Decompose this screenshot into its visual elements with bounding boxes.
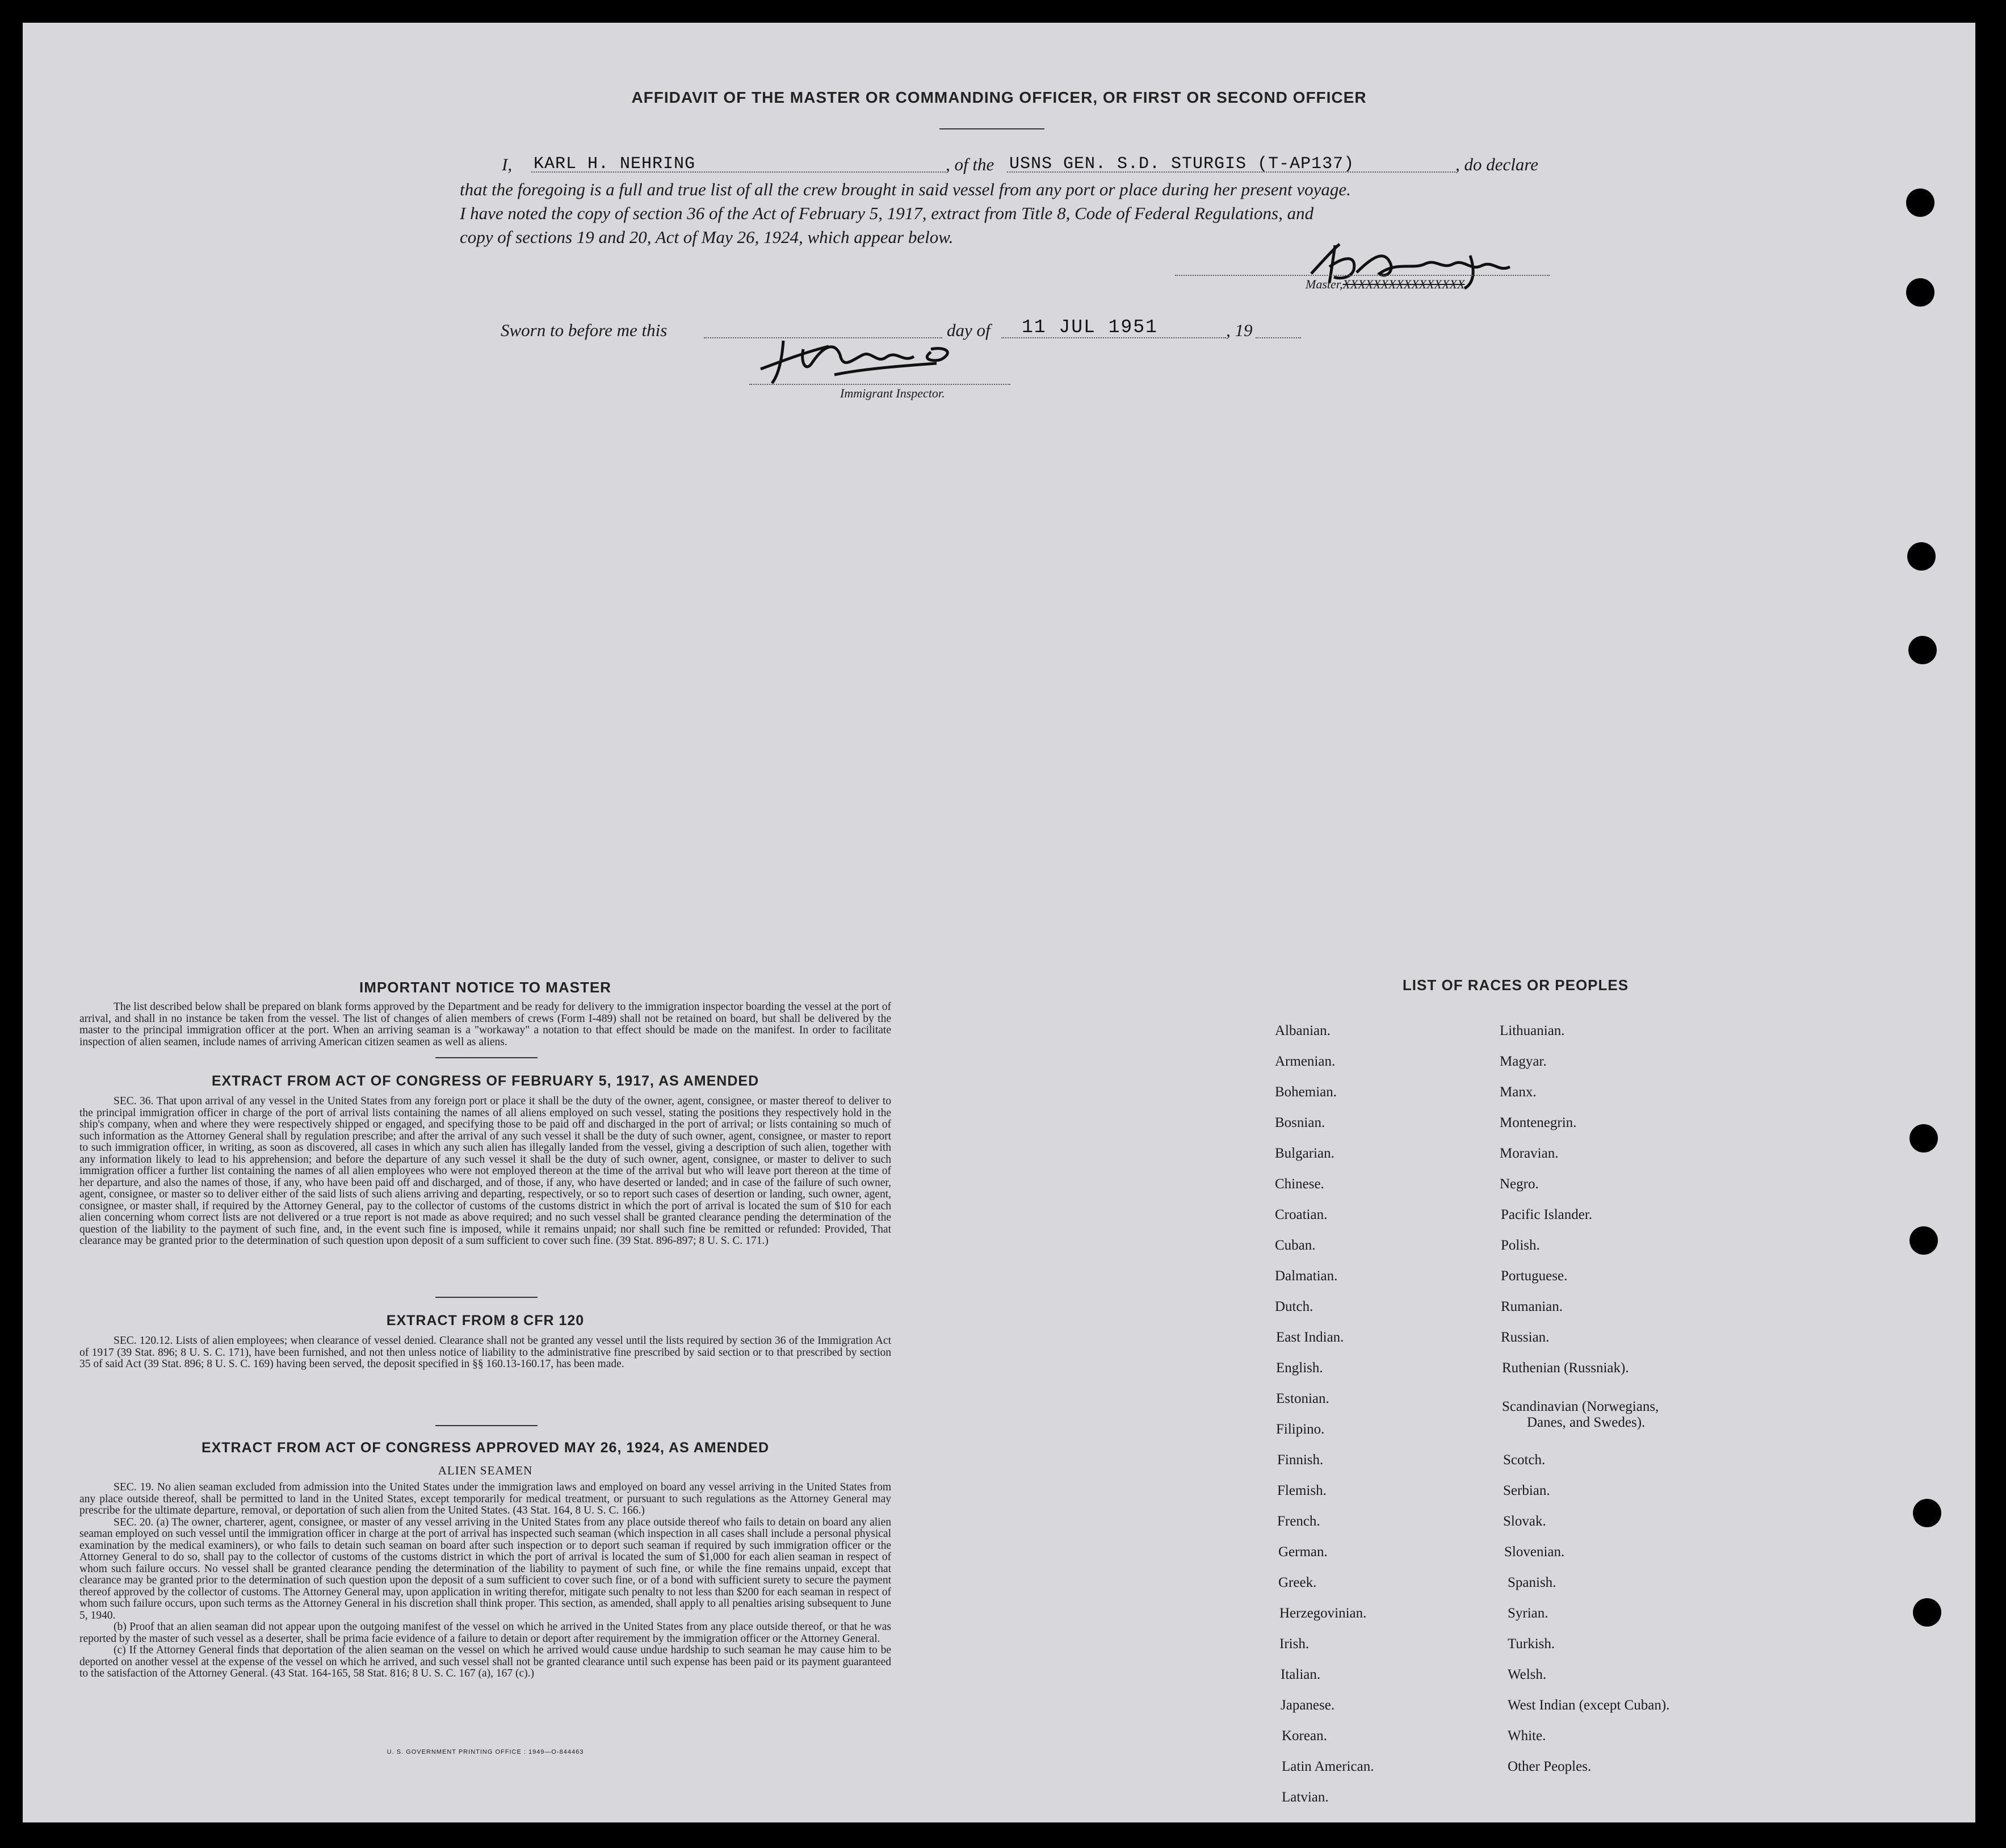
punch-hole: [1908, 636, 1937, 664]
race-item: Korean.: [1282, 1728, 1327, 1744]
race-item: Welsh.: [1508, 1667, 1547, 1682]
punch-hole: [1907, 542, 1936, 571]
race-item: Scandinavian (Norwegians,: [1502, 1399, 1659, 1414]
date-stamp: 11 JUL 1951: [1022, 317, 1158, 338]
race-item: Bosnian.: [1275, 1115, 1325, 1130]
races-title: LIST OF RACES OR PEOPLES: [1402, 977, 1629, 994]
inspector-label: Immigrant Inspector.: [840, 386, 945, 400]
race-item: Rumanian.: [1501, 1299, 1563, 1314]
section-20c: (c) If the Attorney General finds that deportation of the alien seaman on the vessel on which he arrived would cause undue hardship to such seaman he may cause him to be deported on another vessel at the expense of the vessel on which he arrived, and such vessel shall not be granted clearance until such expense has been paid or its payment guaranteed to the satisfaction of the Attorney General. (43 Stat. 164-165, 58 Stat. 816; 8 U. S. C. 167 (a), 167 (c).): [79, 1644, 891, 1679]
declaration-line-1: I,: [502, 154, 513, 174]
punch-hole: [1910, 1226, 1938, 1255]
race-item: Armenian.: [1275, 1054, 1336, 1069]
affidavit-title: AFFIDAVIT OF THE MASTER OR COMMANDING OFFICER, OR FIRST OR SECOND OFFICER: [631, 89, 1367, 106]
section-19: SEC. 19. No alien seaman excluded from admission into the United States under the immigration laws and employed on board any vessel arriving in the United States from any place outside thereof, shall be permitted to land in the United States, except temporarily for medical treatment, or pursuant to such regulations as the Attorney General may prescribe for the ultimate departure, removal, or deportation of such alien from the United States. (43 Stat. 164, 8 U. S. C. 166.): [79, 1481, 891, 1516]
declaration-line-4: copy of sections 19 and 20, Act of May 26, 1924, which appear below.: [460, 227, 954, 247]
race-item: Irish.: [1279, 1636, 1310, 1652]
vessel-name-field: USNS GEN. S.D. STURGIS (T-AP137): [1009, 154, 1355, 174]
extract-8cfr-divider: [435, 1425, 538, 1426]
day-of-label: day of: [947, 320, 991, 340]
race-item: Cuban.: [1275, 1238, 1316, 1253]
race-item: Lithuanian.: [1500, 1023, 1565, 1038]
race-item: East Indian.: [1276, 1330, 1344, 1345]
race-item: Portuguese.: [1501, 1268, 1568, 1284]
race-item: Slovenian.: [1504, 1544, 1565, 1560]
notice-divider: [435, 1057, 538, 1058]
race-item: Filipino.: [1276, 1422, 1325, 1437]
race-item: Herzegovinian.: [1279, 1606, 1367, 1621]
year-line: [1256, 337, 1301, 338]
race-item: Japanese.: [1281, 1698, 1335, 1713]
notice-body: The list described below shall be prepared on blank forms approved by the Department and be ready for delivery to the immigration inspector boarding the vessel at the port of arrival, and shall in no instance be taken from the vessel. The list of changes of alien members of crews (Form I-489) shall not be retained on board, but shall be delivered by the master to the principal immigration officer at the port. When an arriving seaman is a "workaway" a notation to that effect should be made on the manifest. In order to facilitate inspection of alien seamen, include names of arriving American citizen seamen as well as aliens.: [79, 1001, 891, 1048]
race-item: Latin American.: [1282, 1759, 1374, 1774]
extract-1924-title: EXTRACT FROM ACT OF CONGRESS APPROVED MAY 26, 1924, AS AMENDED: [201, 1440, 770, 1456]
race-item: Latvian.: [1282, 1790, 1329, 1805]
inspector-signature-line: [749, 384, 1010, 385]
race-item: Scotch.: [1503, 1452, 1546, 1468]
race-item: Chinese.: [1275, 1176, 1324, 1192]
race-item: Moravian.: [1500, 1146, 1559, 1161]
race-item: Dalmatian.: [1275, 1268, 1338, 1284]
extract-8cfr-title: EXTRACT FROM 8 CFR 120: [386, 1313, 585, 1329]
punch-hole: [1910, 1124, 1938, 1153]
race-item: Negro.: [1500, 1176, 1539, 1192]
vessel-dotted-line: [1007, 171, 1455, 173]
race-item: White.: [1508, 1728, 1546, 1744]
extract-1917-title: EXTRACT FROM ACT OF CONGRESS OF FEBRUARY 5, 1917, AS AMENDED: [211, 1073, 759, 1089]
section-20b: (b) Proof that an alien seaman did not appear upon the outgoing manifest of the vessel on which he arrived in the United States from any place outside thereof, or that he was reported by the master of such vessel as a deserter, shall be prima facie evidence of a failure to detain or deport after requirement by the immigration officer or the Attorney General.: [79, 1621, 891, 1645]
punch-hole: [1913, 1499, 1941, 1527]
extract-8cfr-body: SEC. 120.12. Lists of alien employees; when clearance of vessel denied. Clearance shall not be granted any vessel until the lists required by section 36 of the Immigration Act of 1917 (39 Stat. 896; 8 U. S. C. 171), have been furnished, and not then unless notice of liability to the administrative fine prescribed by said section or to that prescribed by section 35 of said Act (39 Stat. 896; 8 U. S. C. 169) having been served, the deposit specified in §§ 160.13-160.17, has been made.: [79, 1335, 891, 1370]
race-item: Dutch.: [1275, 1299, 1313, 1314]
punch-hole: [1906, 278, 1934, 307]
declaration-line-2: that the foregoing is a full and true list of all the crew brought in said vessel from any port or place during her present voyage.: [460, 179, 1351, 199]
race-item: Slovak.: [1503, 1514, 1546, 1529]
race-item: Bulgarian.: [1275, 1146, 1334, 1161]
extract-1924-subtitle: ALIEN SEAMEN: [438, 1464, 533, 1477]
race-item: Italian.: [1281, 1667, 1321, 1682]
race-item: Greek.: [1278, 1575, 1317, 1590]
name-dotted-line: [531, 171, 946, 173]
do-declare-label: , do declare: [1455, 154, 1539, 174]
title-divider: [939, 128, 1044, 129]
notice-title: IMPORTANT NOTICE TO MASTER: [359, 979, 611, 996]
race-item: Bohemian.: [1275, 1084, 1337, 1100]
race-item: Montenegrin.: [1500, 1115, 1577, 1130]
sworn-month-line: [1001, 337, 1226, 338]
race-item: Magyar.: [1500, 1054, 1547, 1069]
punch-hole: [1906, 188, 1934, 217]
document-page: [23, 23, 1975, 1822]
section-20a: SEC. 20. (a) The owner, charterer, agent, consignee, or master of any vessel arriving in the United States from any place outside thereof who fails to detain on board any alien seaman employed on such vessel until the immigration officer in charge at the port of arrival has inspected such seaman (which inspection in all cases shall include a personal physical examination by the medical examiners), or who fails to detain such seaman on board after such inspection or to deport such seaman if required by such immigration officer or the Attorney General to do so, shall pay to the collector of customs of the customs district in which the port of arrival is located the sum of $1,000 for each alien seaman in respect of whom such failure occurs. No vessel shall be granted clearance pending the determination of the liability to payment of such fine, or while the fine remains unpaid, except that clearance may be granted prior to the determination of such question upon the deposit of a sum sufficient to cover such fine, or of a bond with sufficient surety to secure the payment thereof approved by the collector of customs. The Attorney General may, upon application in writing therefor, mitigate such penalty to not less than $200 for each seaman in respect of whom such failure occurs, upon such terms as the Attorney General in his discretion shall think proper. This section, as amended, shall apply to all penalties arising subsequent to June 5, 1940.: [79, 1516, 891, 1621]
race-item: Serbian.: [1503, 1483, 1550, 1498]
printer-imprint: U. S. GOVERNMENT PRINTING OFFICE : 1949—O-844463: [387, 1749, 584, 1755]
race-item: Pacific Islander.: [1501, 1207, 1593, 1222]
race-item: Turkish.: [1508, 1636, 1555, 1652]
race-item: Finnish.: [1277, 1452, 1324, 1468]
of-the-label: , of the: [946, 154, 994, 174]
race-item: Manx.: [1500, 1084, 1537, 1100]
race-item: Danes, and Swedes).: [1527, 1415, 1646, 1430]
race-item: Syrian.: [1508, 1606, 1548, 1621]
race-item: Spanish.: [1508, 1575, 1556, 1590]
race-item: Russian.: [1501, 1330, 1550, 1345]
declaration-line-3: I have noted the copy of section 36 of the Act of February 5, 1917, extract from Title 8, Code of Federal Regulations, and: [460, 203, 1314, 223]
master-name-field: KARL H. NEHRING: [534, 154, 696, 174]
race-item: Other Peoples.: [1508, 1759, 1592, 1774]
master-signature-line: [1175, 275, 1550, 276]
master-label: Master,XXXXXXXXXXXXXXXX: [1306, 277, 1465, 291]
year-label: , 19: [1226, 320, 1253, 340]
race-item: Polish.: [1501, 1238, 1540, 1253]
extract-1924-body: [79, 1482, 891, 1680]
race-item: English.: [1276, 1360, 1323, 1376]
inspector-signature: [749, 329, 988, 386]
extract-1917-divider: [435, 1297, 538, 1298]
race-item: German.: [1278, 1544, 1328, 1560]
race-item: Croatian.: [1275, 1207, 1328, 1222]
punch-hole: [1913, 1598, 1941, 1627]
extract-1917-body: SEC. 36. That upon arrival of any vessel in the United States from any foreign port or place it shall be the duty of the owner, agent, consignee, or master thereof to deliver to the principal immigration officer in charge of the port of arrival lists containing the names of all aliens employed on such vessel, stating the positions they respectively hold in the ship's company, when and where they were respectively shipped or engaged, and specifying those to be paid off and discharged in the port of arrival; or lists containing so much of such information as the Attorney General shall by regulation prescribe; and after the arrival of any such vessel it shall be the duty of such owner, agent, consignee, or master to report to such immigration officer, in writing, as soon as discovered, all cases in which any such alien has illegally landed from the vessel, giving a description of such alien, together with any information likely to lead to his apprehension; and before the departure of any such vessel it shall be the duty of such owner, agent, consignee, or master to deliver to such immigration officer a further list containing the names of all alien employees who were not employed thereon at the time of the arrival but who will leave port thereon at the time of her departure, and also the names of those, if any, who have been paid off and discharged, and of those, if any, who have deserted or landed; and in case of the failure of such owner, agent, consignee, or master so to deliver either of the said lists of such aliens arriving and departing, respectively, or so to report such cases of desertion or landing, such owner, agent, consignee, or master shall, if required by the Attorney General, pay to the collector of customs of the customs district in which the port of arrival is located the sum of $10 for each alien concerning whom correct lists are not delivered or a true report is not made as above required; and no such vessel shall be granted clearance pending the determination of the question of the liability to the payment of such fine, and, in the event such fine is imposed, while it remains unpaid; nor shall such fine be remitted or refunded: Provided, That clearance may be granted prior to the determination of such question upon deposit of a sum sufficient to cover such fine. (39 Stat. 896-897; 8 U. S. C. 171.): [79, 1095, 891, 1247]
race-item: French.: [1277, 1514, 1320, 1529]
race-item: Estonian.: [1276, 1391, 1329, 1406]
race-item: West Indian (except Cuban).: [1508, 1698, 1670, 1713]
race-item: Ruthenian (Russniak).: [1502, 1360, 1629, 1376]
race-item: Flemish.: [1277, 1483, 1327, 1498]
race-item: Albanian.: [1275, 1023, 1331, 1038]
sworn-label: Sworn to before me this: [501, 320, 668, 340]
